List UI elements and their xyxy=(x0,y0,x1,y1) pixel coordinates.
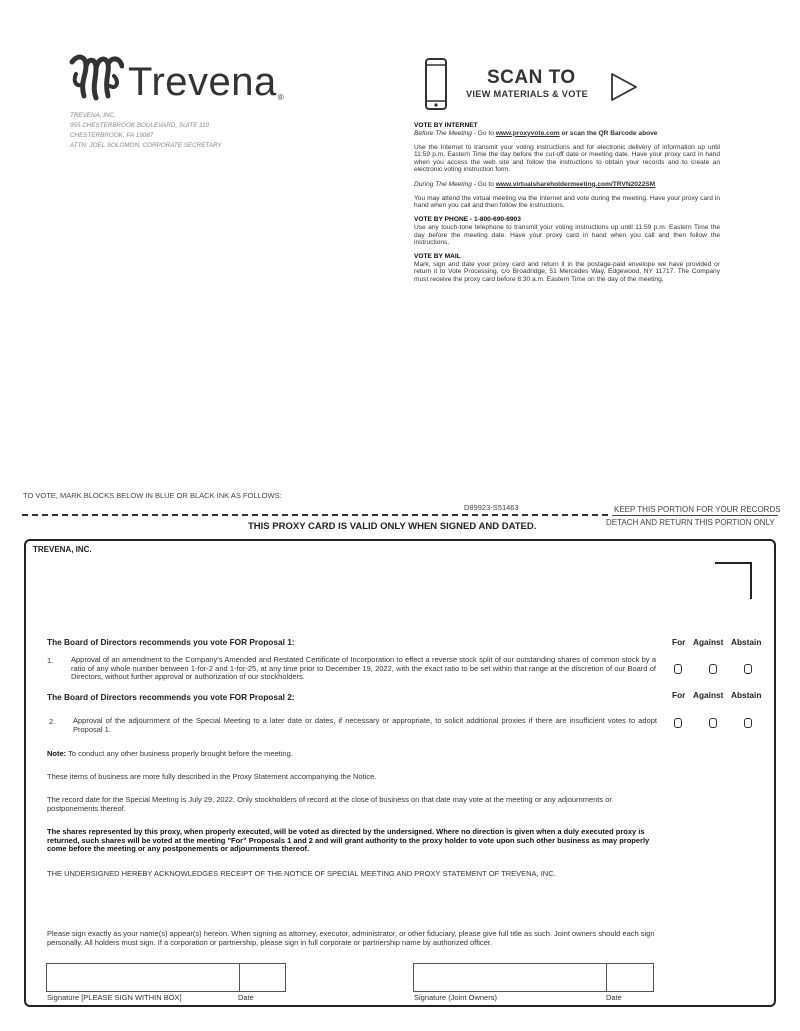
before-meeting-mid: - Go to xyxy=(471,129,496,137)
proposal2-recommendation: The Board of Directors recommends you vote FOR Proposal 2: xyxy=(47,692,295,702)
note-text xyxy=(47,750,659,759)
logo-wordmark: Trevena xyxy=(128,60,277,104)
signature-date-divider xyxy=(239,964,240,991)
column-abstain: Abstain xyxy=(731,690,762,700)
arrow-right-icon xyxy=(610,72,638,102)
before-meeting-label: Before The Meeting xyxy=(414,129,472,137)
proposal1-against-checkbox[interactable] xyxy=(709,664,717,674)
before-meeting-line xyxy=(414,130,720,138)
proposal1-number: 1. xyxy=(47,656,54,665)
joint-signature-label: Signature (Joint Owners) xyxy=(414,993,497,1002)
address-line: CHESTERBROOK, PA 19087 xyxy=(70,132,154,139)
scan-subtitle: VIEW MATERIALS & VOTE xyxy=(466,89,588,99)
column-abstain: Abstain xyxy=(731,637,762,647)
voting-instructions xyxy=(414,122,720,290)
virtual-meeting-link[interactable]: www.virtualshareholdermeeting.com/TRVN2022SM xyxy=(495,180,656,188)
items-text: These items of business are more fully described in the Proxy Statement accompanying the Notice. xyxy=(47,772,377,781)
joint-date-label: Date xyxy=(606,993,622,1002)
signature-box[interactable] xyxy=(46,963,286,992)
mail-text: Mark, sign and date your proxy card and return it in the postage-paid envelope we have provided or return it to Vote Processing, c/o Broadridge, 51 Mercedes Way, Edgewood, NY 11717. The Company must receive the proxy card before 8:30 a.m. Eastern Time on the day of the meeting. xyxy=(414,260,720,283)
address-line: TREVENA, INC. xyxy=(70,112,116,119)
proposal2-text: Approval of the adjournment of the Special Meeting to a later date or dates, if necessary or appropriate, to solicit additional proxies if there are insufficient votes to adopt Proposal 1. xyxy=(73,716,657,734)
detach-portion-label: DETACH AND RETURN THIS PORTION ONLY xyxy=(606,518,775,527)
scan-title: SCAN TO xyxy=(487,67,576,88)
during-meeting-label: During The Meeting xyxy=(414,180,472,188)
detach-line xyxy=(22,514,608,516)
record-date-text: The record date for the Special Meeting is July 29, 2022. Only stockholders of record at the close of business on that date may vote at the meeting or any adjournments or postponements thereof. xyxy=(47,795,612,813)
signing-instructions: Please sign exactly as your name(s) appear(s) hereon. When signing as attorney, executor, administrator, or other fiduciary, please give full title as such. Joint owners should each sign personally. All holders must sign. If a corporation or partnership, please sign in full corporate or partnership name by authorized officer. xyxy=(47,929,655,947)
proposal1-abstain-checkbox[interactable] xyxy=(744,664,752,674)
valid-notice: THIS PROXY CARD IS VALID ONLY WHEN SIGNED AND DATED. xyxy=(248,521,537,532)
joint-signature-date-divider xyxy=(606,964,607,991)
control-number: D89923-S51463 xyxy=(464,503,519,512)
mark-instructions: TO VOTE, MARK BLOCKS BELOW IN BLUE OR BLACK INK AS FOLLOWS: xyxy=(23,491,282,500)
phone-heading: VOTE BY PHONE - 1-800-690-6903 xyxy=(414,216,521,224)
date-label: Date xyxy=(238,993,254,1002)
column-against: Against xyxy=(693,690,724,700)
card-company-name: TREVENA, INC. xyxy=(33,545,92,554)
logo-registered-mark: ® xyxy=(277,93,284,102)
keep-divider xyxy=(612,515,778,516)
trevena-logo xyxy=(68,52,284,102)
proposal1-text: Approval of an amendment to the Company's Amended and Restated Certificate of Incorporation to effect a reverse stock split of our outstanding shares of common stock by a ratio of any whole number between 1-for-2 and 1-for-25, at any time prior to December 19, 2022, with the exact ratio to be set within that range at the discretion of our Board of Directors, without further approval or authorization of our stockholders. xyxy=(71,655,656,681)
proposal2-for-checkbox[interactable] xyxy=(674,718,682,728)
mail-heading: VOTE BY MAIL xyxy=(414,253,461,261)
note-label: Note: xyxy=(47,749,67,758)
keep-portion-label: KEEP THIS PORTION FOR YOUR RECORDS xyxy=(614,505,781,514)
column-against: Against xyxy=(693,637,724,647)
during-text: You may attend the virtual meeting via the Internet and vote during the meeting. Have your proxy card in hand when you call and then follow the instructions. xyxy=(414,194,720,210)
internet-text: Use the Internet to transmit your voting instructions and for electronic delivery of information up until 11:59 p.m. Eastern Time the day before the cut-off date or meeting date. Have your proxy card in hand when you access the web site and follow the instructions to obtain your records and to create an electronic voting instruction form. xyxy=(414,143,720,174)
company-address xyxy=(70,111,222,151)
smartphone-icon xyxy=(425,58,447,110)
shares-text: The shares represented by this proxy, when properly executed, will be voted as directed by the undersigned. Where no direction is given when a duly executed proxy is returned, such shares will be voted at the meeting "For" Proposals 1 and 2 and will grant authority to the proxy holder to vote upon such other business as may properly come before the meeting or any postponements or adjournments thereof. xyxy=(47,827,650,854)
signature-label: Signature [PLEASE SIGN WITHIN BOX] xyxy=(47,993,182,1002)
proposal1-for-checkbox[interactable] xyxy=(674,664,682,674)
address-line: 955 CHESTERBROOK BOULEVARD, SUITE 110 xyxy=(70,122,210,129)
column-for: For xyxy=(672,690,686,700)
during-meeting-mid: - Go to xyxy=(471,180,496,188)
acknowledgement-text: THE UNDERSIGNED HEREBY ACKNOWLEDGES RECEIPT OF THE NOTICE OF SPECIAL MEETING AND PROXY STATEMENT OF TREVENA, INC. xyxy=(47,869,556,878)
phone-text: Use any touch-tone telephone to transmit your voting instructions up until 11:59 p.m. Eastern Time the day before the meeting date. Have your proxy card in hand when you call and then follow the instructions. xyxy=(414,223,720,247)
before-meeting-tail: or scan the QR Barcode above xyxy=(559,129,658,137)
proxyvote-link[interactable]: www.proxyvote.com xyxy=(495,129,560,137)
note-body: To conduct any other business properly brought before the meeting. xyxy=(66,749,293,758)
during-meeting-line xyxy=(414,181,720,189)
column-for: For xyxy=(672,637,686,647)
proposal2-abstain-checkbox[interactable] xyxy=(744,718,752,728)
trevena-logo-icon xyxy=(68,52,124,102)
joint-signature-box[interactable] xyxy=(413,963,654,992)
proposal2-against-checkbox[interactable] xyxy=(709,718,717,728)
proposal1-recommendation: The Board of Directors recommends you vote FOR Proposal 1: xyxy=(47,637,295,647)
internet-heading: VOTE BY INTERNET xyxy=(414,122,478,129)
address-line: ATTN: JOEL SOLOMON, CORPORATE SECRETARY xyxy=(70,142,222,149)
corner-registration-mark xyxy=(715,562,752,599)
proposal2-number: 2. xyxy=(49,717,56,726)
